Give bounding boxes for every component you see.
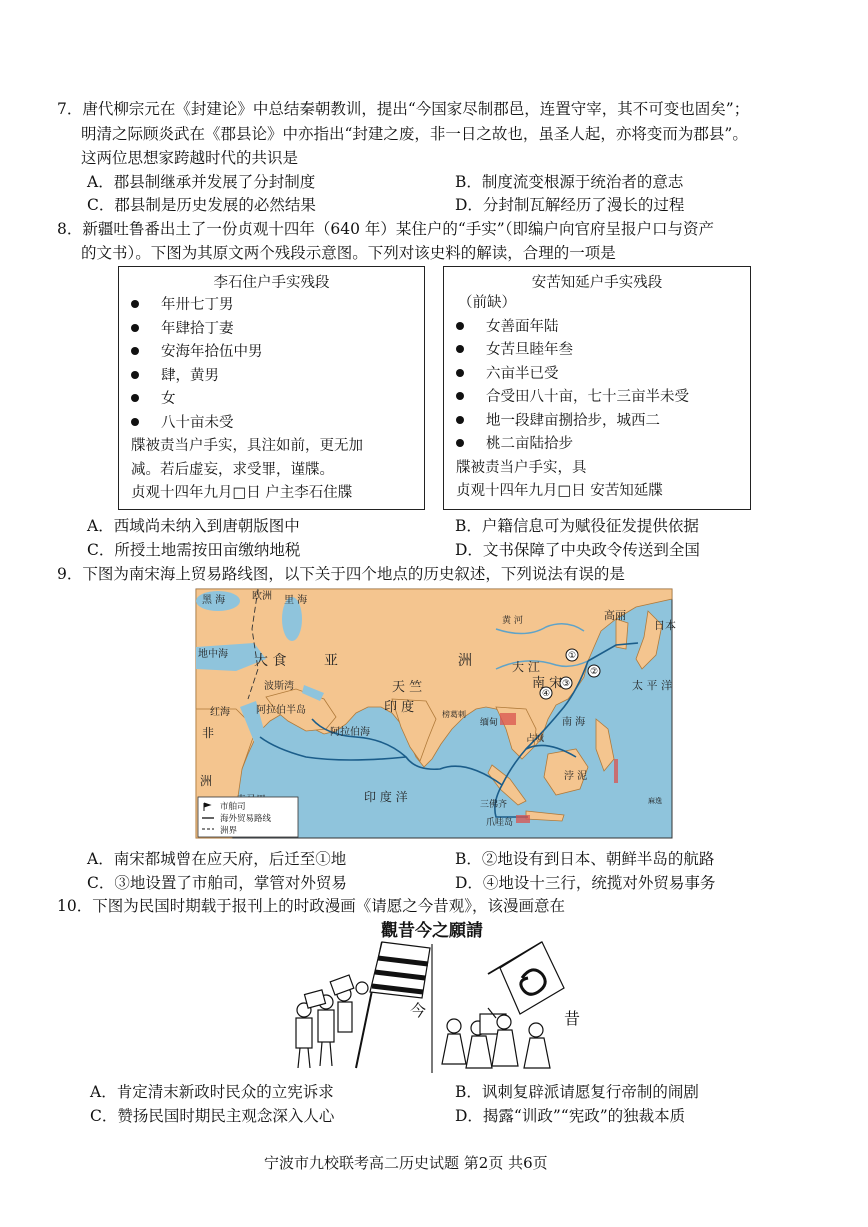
q10-option-c: C．赞扬民国时期民主观念深入人心 xyxy=(90,1107,335,1125)
q7-line-2: 明清之际顾炎武在《郡县论》中亦指出“封建之废，非一日之故也，虽圣人起，亦将变而为郡县”。 xyxy=(81,125,748,143)
q7-option-d: D．分封制瓦解经历了漫长的过程 xyxy=(455,196,685,214)
bullet-icon xyxy=(131,300,139,308)
q10-option-b: B．讽刺复辟派请愿复行帝制的闹剧 xyxy=(455,1083,699,1101)
page-footer: 宁波市九校联考高二历史试题 第2页 共6页 xyxy=(264,1154,548,1172)
map-label-persian-gulf: 波斯湾 xyxy=(264,681,294,692)
song-trade-route-map xyxy=(196,589,676,838)
legend-shibosi: 市舶司 xyxy=(220,802,246,812)
bullet-icon xyxy=(456,322,464,330)
map-label-arabia: 阿拉伯半岛 xyxy=(256,705,306,716)
map-label-yellow-river: 黄 河 xyxy=(502,616,523,626)
map-legend xyxy=(198,797,298,837)
left-box-title: 李石住户手实残段 xyxy=(213,275,330,291)
red-region-marker xyxy=(516,815,530,823)
q8-option-a: A．西域尚未纳入到唐朝版图中 xyxy=(87,517,300,535)
right-box-item: 六亩半已受 xyxy=(456,363,750,387)
q8-option-c: C．所授土地需按田亩缴纳地税 xyxy=(87,541,301,559)
left-box-item: 八十亩未受 xyxy=(131,412,424,436)
map-label-japan: 日本 xyxy=(654,619,676,632)
map-label-yangtze: 大 江 xyxy=(512,660,540,674)
map-label-south-sea: 南 海 xyxy=(562,717,586,728)
crowd-left xyxy=(296,975,368,1068)
left-box-item: 年卅七丁男 xyxy=(131,294,424,318)
q9-option-a: A．南宋都城曾在应天府，后迁至①地 xyxy=(87,850,347,868)
right-box-missing: （前缺） xyxy=(458,295,516,311)
bullet-icon xyxy=(456,392,464,400)
striped-flag-icon xyxy=(370,942,430,998)
left-box-item: 肆，黄男 xyxy=(131,365,424,389)
map-label-malay: 麻逸 xyxy=(648,797,662,805)
left-box-note: 牒被责当户手实，具注如前，更无加 xyxy=(131,438,363,454)
right-document-box xyxy=(443,266,751,510)
q8-line-2: 的文书）。下图为其原文两个残段示意图。下列对该史料的解读，合理的一项是 xyxy=(81,244,616,262)
bullet-icon xyxy=(131,347,139,355)
map-label-africa-fei: 非 xyxy=(202,726,215,740)
q7-line-1: 7．唐代柳宗元在《封建论》中总结秦朝教训，提出“今国家尽制郡邑，连置守宰，其不可变也固矣”； xyxy=(57,100,750,118)
q7-option-a: A．郡县制继承并发展了分封制度 xyxy=(87,173,316,191)
map-label-red-sea: 红海 xyxy=(210,707,230,718)
left-box-item: 年肆拾丁妻 xyxy=(131,318,424,342)
right-box-item: 女善面年陆 xyxy=(456,316,750,340)
political-cartoon xyxy=(282,918,582,1073)
red-region-marker xyxy=(500,713,516,725)
cartoon-label-xi: 昔 xyxy=(564,1009,581,1028)
bullet-icon xyxy=(131,394,139,402)
right-box-item: 女苦旦睦年叁 xyxy=(456,339,750,363)
right-box-note: 牒被责当户手实，具 xyxy=(456,459,587,476)
map-label-myanmar: 缅甸 xyxy=(480,718,499,728)
q7-line-3: 这两位思想家跨越时代的共识是 xyxy=(81,149,299,167)
map-label-caspian: 里 海 xyxy=(284,595,308,606)
dragon-flag-icon xyxy=(500,942,564,1014)
right-box-title: 安苦知延户手实残段 xyxy=(531,275,663,291)
bullet-icon xyxy=(456,439,464,447)
bullet-icon xyxy=(131,324,139,332)
red-region-marker xyxy=(614,759,618,783)
map-label-java: 爪哇岛 xyxy=(486,818,514,828)
map-label-dashi: 大 食 xyxy=(254,653,287,669)
q9-option-d: D．④地设十三行，统揽对外贸易事务 xyxy=(455,874,716,892)
location-1-label: ① xyxy=(567,651,577,661)
bullet-icon xyxy=(131,371,139,379)
left-box-item: 安海年拾伍中男 xyxy=(131,341,424,365)
q8-line-1: 8．新疆吐鲁番出土了一份贞观十四年（640 年）某住户的“手实”（即编户向官府呈报户口与资产 xyxy=(57,220,714,238)
q9-line: 9．下图为南宋海上贸易路线图，以下关于四个地点的历史叙述，下列说法有误的是 xyxy=(57,565,625,583)
map-label-korea: 高丽 xyxy=(604,609,626,622)
left-box-note: 减。若后虚妄，求受罪，谨牒。 xyxy=(131,461,334,478)
bullet-icon xyxy=(456,369,464,377)
map-label-asia: 亚 xyxy=(324,653,338,669)
q7-option-b: B．制度流变根源于统治者的意志 xyxy=(455,173,684,191)
bullet-icon xyxy=(456,345,464,353)
left-box-item: 女 xyxy=(131,388,424,412)
q7-option-c: C．郡县制是历史发展的必然结果 xyxy=(87,196,316,214)
q8-option-b: B．户籍信息可为赋役征发提供依据 xyxy=(455,517,699,535)
legend-trade-route: 海外贸易路线 xyxy=(220,814,272,824)
map-label-black-sea: 黑 海 xyxy=(202,595,226,606)
right-box-item: 合受田八十亩，七十三亩半未受 xyxy=(456,386,750,410)
map-label-mediterranean: 地中海 xyxy=(198,649,228,660)
map-label-india-tian: 天 竺 xyxy=(392,680,423,695)
bullet-icon xyxy=(456,416,464,424)
map-label-zhou: 洲 xyxy=(458,653,472,669)
map-label-champa: 占城 xyxy=(526,734,545,744)
map-label-bengal: 榜葛剌 xyxy=(442,710,466,719)
crowd-right xyxy=(442,1008,550,1068)
location-4-label: ④ xyxy=(541,689,551,699)
map-label-europe: 欧洲 xyxy=(252,591,272,602)
map-label-arabian-sea: 阿拉伯海 xyxy=(330,727,370,738)
legend-continent-border: 洲界 xyxy=(220,826,238,836)
map-label-africa-zhou: 洲 xyxy=(200,774,213,788)
map-label-pacific: 太 平 洋 xyxy=(632,679,672,692)
cartoon-title: 觀昔今之願請 xyxy=(381,921,483,941)
location-3-label: ③ xyxy=(561,679,571,689)
map-label-southern-song: 南 宋 xyxy=(532,676,563,691)
q10-line: 10．下图为民国时期载于报刊上的时政漫画《请愿之今昔观》，该漫画意在 xyxy=(57,897,565,915)
q9-option-b: B．②地设有到日本、朝鲜半岛的航路 xyxy=(455,850,715,868)
map-label-indian-ocean: 印 度 洋 xyxy=(364,790,408,804)
map-label-boni: 浡 泥 xyxy=(564,771,588,782)
left-box-signature: 贞观十四年九月□日 户主李石住牒 xyxy=(131,485,353,501)
right-box-item: 桃二亩陆拾步 xyxy=(456,433,750,457)
cartoon-label-jin: 今 xyxy=(410,1001,427,1020)
map-label-india-yin: 印 度 xyxy=(384,700,415,715)
q8-option-d: D．文书保障了中央政令传送到全国 xyxy=(455,541,700,559)
map-label-sanfoqi: 三佛齐 xyxy=(480,800,508,810)
location-2-label: ② xyxy=(589,667,599,677)
q10-option-d: D．揭露“训政”“宪政”的独裁本质 xyxy=(455,1107,686,1125)
bullet-icon xyxy=(131,418,139,426)
left-document-box xyxy=(118,266,425,510)
right-box-item: 地一段肆亩捌拾步，城西二 xyxy=(456,410,750,434)
right-box-signature: 贞观十四年九月□日 安苦知延牒 xyxy=(456,483,663,499)
q10-option-a: A．肯定清末新政时民众的立宪诉求 xyxy=(90,1083,334,1101)
q9-option-c: C．③地设置了市舶司，掌管对外贸易 xyxy=(87,874,347,892)
